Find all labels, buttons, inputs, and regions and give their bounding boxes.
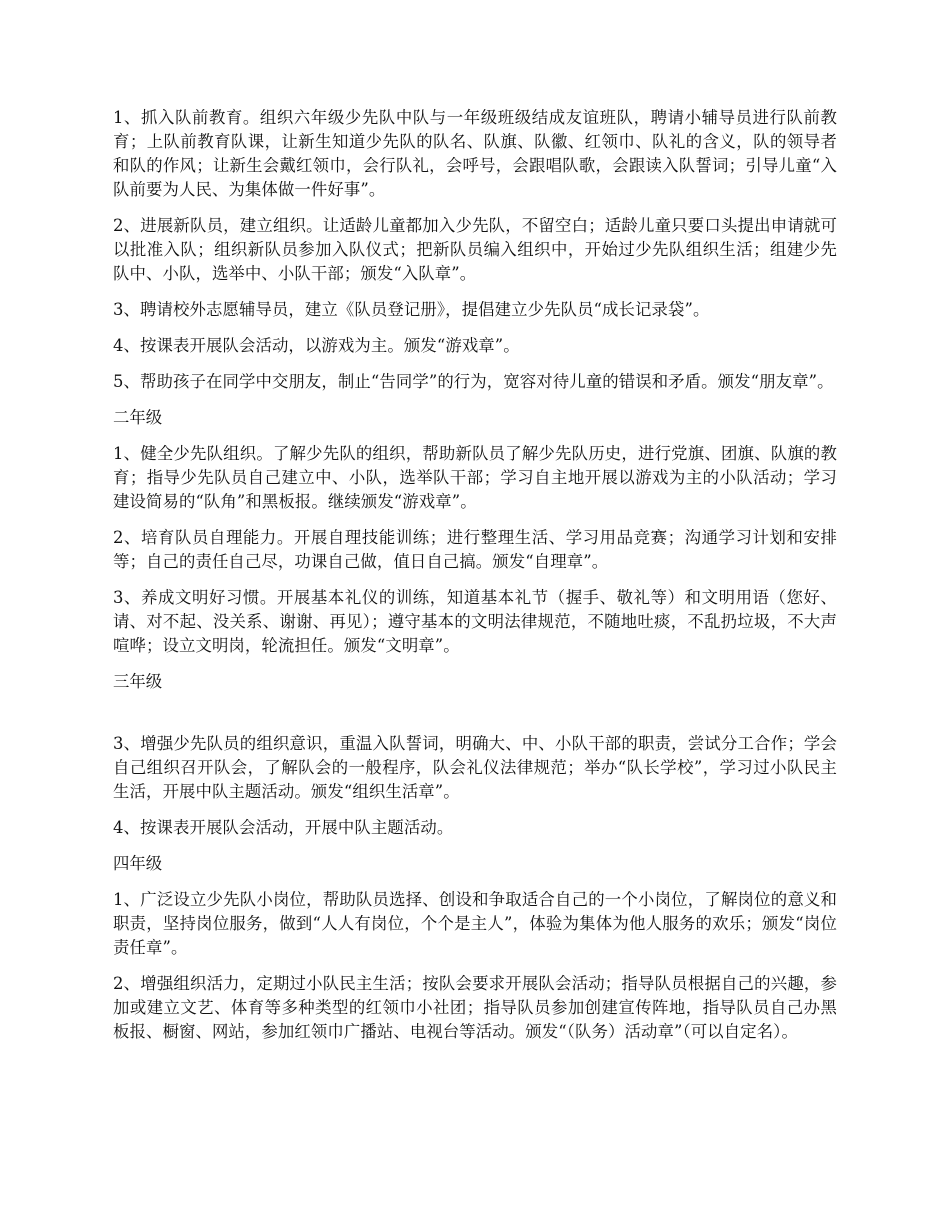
grade2-item-1: 1、健全少先队组织。了解少先队的组织，帮助新队员了解少先队历史，进行党旗、团旗、队旗的教育；指导少先队员自己建立中、小队，选举队干部；学习自主地开展以游戏为主的小队活动；学习建设简易的“队角”和黑板报。继续颁发“游戏章”。 xyxy=(113,444,837,511)
grade1-item-1: 1、抓入队前教育。组织六年级少先队中队与一年级班级结成友谊班队，聘请小辅导员进行队前教育；上队前教育队课，让新生知道少先队的队名、队旗、队徽、红领巾、队礼的含义，队的领导者和队的作风；让新生会戴红领巾，会行队礼，会呼号，会跟唱队歌，会跟读入队誓词；引导儿童“入队前要为人民、为集体做一件好事”。 xyxy=(113,108,837,199)
grade1-item-4: 4、按课表开展队会活动，以游戏为主。颁发“游戏章”。 xyxy=(113,336,520,355)
blank-gap xyxy=(113,706,837,732)
grade4-item-1: 1、广泛设立少先队小岗位，帮助队员选择、创设和争取适合自己的一个小岗位，了解岗位的意义和职责，坚持岗位服务，做到“人人有岗位，个个是主人”，体验为集体为他人服务的欢乐；颁发“岗位责任章”。 xyxy=(113,890,837,957)
section-heading-grade2: 二年级 xyxy=(113,408,163,427)
section-heading-grade4: 四年级 xyxy=(113,854,163,873)
grade2-item-3: 3、养成文明好习惯。开展基本礼仪的训练，知道基本礼节（握手、敬礼等）和文明用语（您好、请、对不起、没关系、谢谢、再见）；遵守基本的文明法律规范，不随地吐痰，不乱扔垃圾，不大声喧哗；设立文明岗，轮流担任。颁发“文明章”。 xyxy=(113,588,837,655)
grade3-item-3: 3、增强少先队员的组织意识，重温入队誓词，明确大、中、小队干部的职责，尝试分工合作；学会自己组织召开队会，了解队会的一般程序，队会礼仪法律规范；举办“队长学校”，学习过小队民主生活，开展中队主题活动。颁发“组织生活章”。 xyxy=(113,734,837,801)
grade2-item-2: 2、培育队员自理能力。开展自理技能训练；进行整理生活、学习用品竞赛；沟通学习计划和安排等；自己的责任自己尽，功课自己做，值日自己搞。颁发“自理章”。 xyxy=(113,528,837,571)
grade1-item-5: 5、帮助孩子在同学中交朋友，制止“告同学”的行为，宽容对待儿童的错误和矛盾。颁发“朋友章”。 xyxy=(113,372,834,391)
section-heading-grade3: 三年级 xyxy=(113,672,163,691)
grade4-item-2: 2、增强组织活力，定期过小队民主生活；按队会要求开展队会活动；指导队员根据自己的兴趣，参加或建立文艺、体育等多种类型的红领巾小社团；指导队员参加创建宣传阵地，指导队员自己办黑板报、橱窗、网站，参加红领巾广播站、电视台等活动。颁发“（队务）活动章”（可以自定名）。 xyxy=(113,974,837,1041)
grade1-item-3: 3、聘请校外志愿辅导员，建立《队员登记册》，提倡建立少先队员“成长记录袋”。 xyxy=(113,300,710,319)
grade1-item-2: 2、进展新队员，建立组织。让适龄儿童都加入少先队，不留空白；适龄儿童只要口头提出申请就可以批准入队；组织新队员参加入队仪式；把新队员编入组织中，开始过少先队组织生活；组建少先队中、小队，选举中、小队干部；颁发“入队章”。 xyxy=(113,216,837,283)
grade3-item-4: 4、按课表开展队会活动，开展中队主题活动。 xyxy=(113,818,454,837)
